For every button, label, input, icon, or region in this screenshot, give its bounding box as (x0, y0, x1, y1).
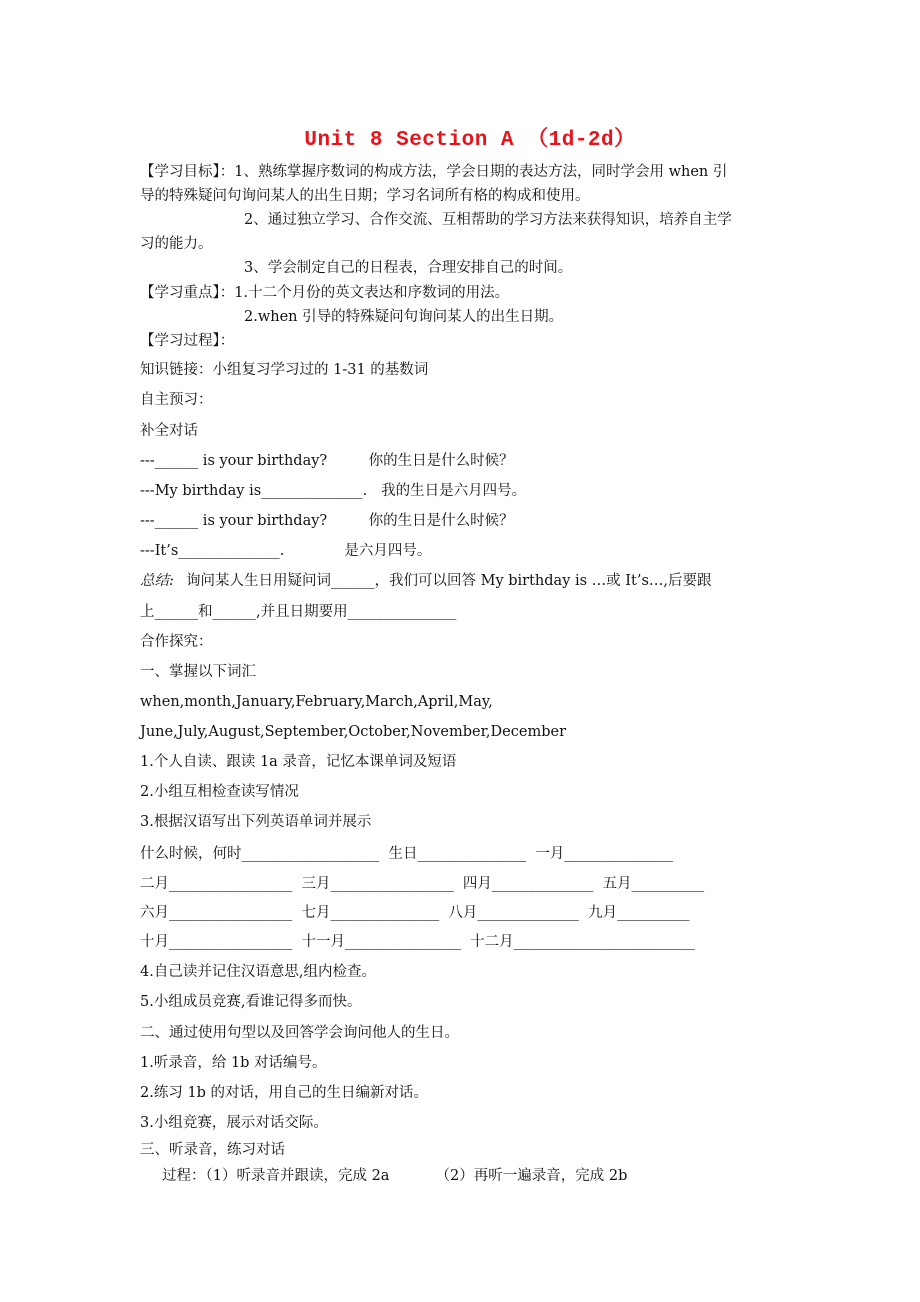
summary-label: 总结: (140, 573, 174, 589)
section-one-heading: 一、掌握以下词汇 (140, 664, 256, 680)
fill-row-2: 二月_________________ 三月_________________ 四月______________ 五月__________ (140, 876, 705, 892)
step-2: 2.小组互相检查读写情况 (140, 784, 299, 800)
section-three-heading: 三、听录音，练习对话 (140, 1142, 285, 1158)
vocab-line-2: June,July,August,September,October,November,December (140, 724, 566, 740)
fill-row-4: 十月_________________ 十一月________________ 十二月_________________________ (140, 934, 695, 950)
objectives-line-5: 3、学会制定自己的日程表，合理安排自己的时间。 (244, 260, 573, 276)
section-two-step-3: 3.小组竞赛，展示对话交际。 (140, 1115, 328, 1131)
dialog-line-2: ---My birthday is______________. 我的生日是六月四号。 (140, 483, 527, 499)
section-two-step-2: 2.练习 1b 的对话，用自己的生日编新对话。 (140, 1085, 429, 1101)
key-points-line-2: 2.when 引导的特殊疑问句询问某人的出生日期。 (244, 309, 564, 325)
key-points-line-1: 【学习重点】：1.十二个月份的英文表达和序数词的用法。 (140, 285, 510, 301)
step-1: 1.个人自读、跟读 1a 录音，记忆本课单词及短语 (140, 754, 457, 770)
fill-row-3: 六月_________________ 七月_______________ 八月______________ 九月__________ (140, 905, 690, 921)
dialog-line-4: ---It’s______________. 是六月四号。 (140, 543, 432, 559)
self-preview-heading: 自主预习： (140, 392, 213, 408)
vocab-line-1: when,month,January,February,March,April,May, (140, 694, 493, 710)
complete-dialog-heading: 补全对话 (140, 423, 198, 439)
step-3: 3.根据汉语写出下列英语单词并展示 (140, 814, 372, 830)
cooperation-heading: 合作探究： (140, 634, 213, 650)
dialog-line-1: ---______ is your birthday? 你的生日是什么时候？ (140, 453, 514, 469)
fill-row-1: 什么时候，何时___________________ 生日_______________ 一月_______________ (140, 846, 674, 862)
step-5: 5.小组成员竞赛,看谁记得多而快。 (140, 994, 362, 1010)
document-title: Unit 8 Section A （1d-2d） (304, 129, 636, 152)
step-4: 4.自己读并记住汉语意思,组内检查。 (140, 964, 376, 980)
summary-line-2: 上______和______,并且日期要用_______________ (140, 604, 457, 620)
section-two-heading: 二、通过使用句型以及回答学会询问他人的生日。 (140, 1025, 459, 1041)
dialog-line-3: ---______ is your birthday? 你的生日是什么时候？ (140, 513, 514, 529)
section-two-step-1: 1.听录音，给 1b 对话编号。 (140, 1055, 327, 1071)
section-three-process: 过程：（1）听录音并跟读，完成 2a （2）再听一遍录音，完成 2b (162, 1168, 628, 1184)
knowledge-link: 知识链接：小组复习学习过的 1-31 的基数词 (140, 362, 429, 378)
objectives-line-4: 习的能力。 (140, 236, 213, 252)
objectives-line-2: 导的特殊疑问句询问某人的出生日期；学习名词所有格的构成和使用。 (140, 188, 590, 204)
objectives-line-1: 【学习目标】：1、熟练掌握序数词的构成方法，学会日期的表达方法，同时学会用 when 引 (140, 164, 728, 180)
summary-line-1: 询问某人生日用疑问词______，我们可以回答 My birthday is …或 It’s…,后要跟 (186, 573, 712, 589)
objectives-line-3: 2、通过独立学习、合作交流、互相帮助的学习方法来获得知识，培养自主学 (244, 212, 732, 228)
process-heading: 【学习过程】： (140, 333, 235, 349)
